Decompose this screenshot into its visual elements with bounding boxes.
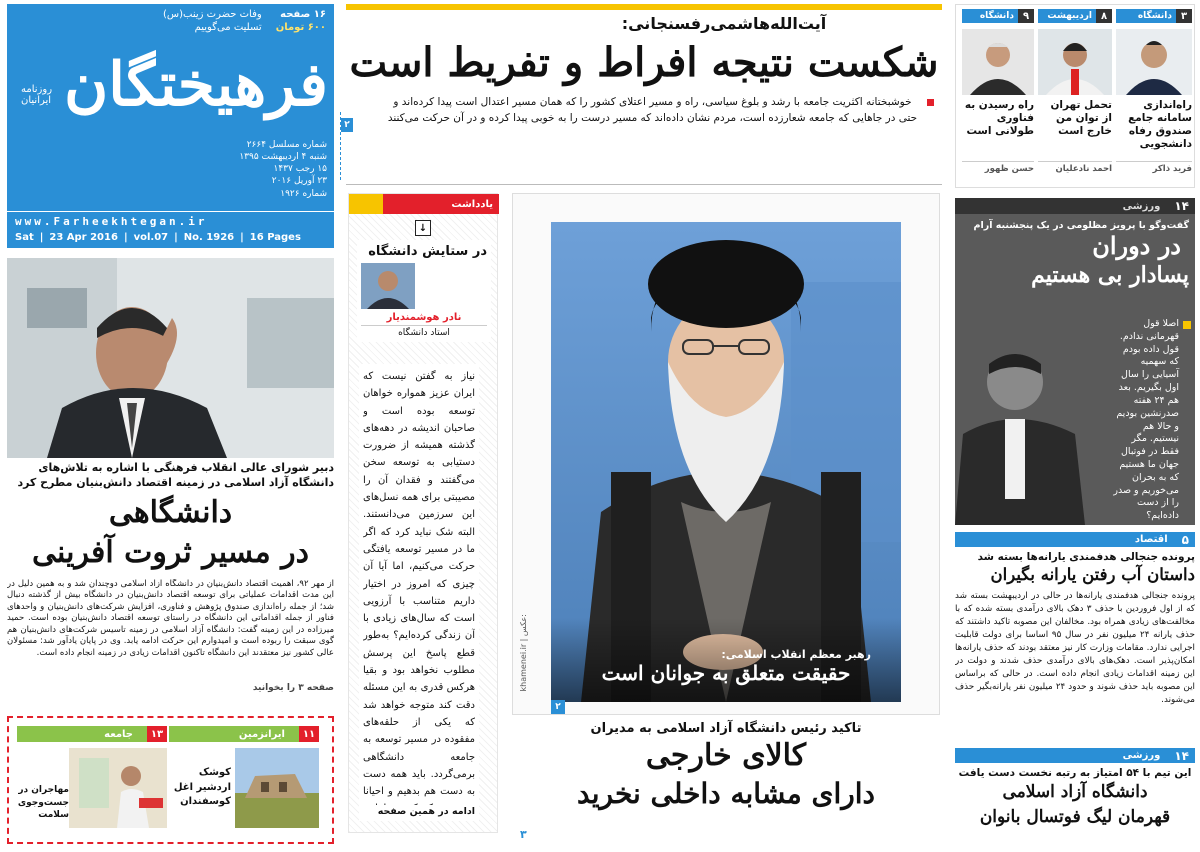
teaser-title: راه رسیدن به فناوری طولانی است [964, 99, 1034, 138]
column-title[interactable]: در ستایش دانشگاه [368, 244, 487, 259]
sport2-num: ۱۴ [1174, 748, 1189, 763]
economy-kicker: پرونده جنجالی هدفمندی یارانه‌ها بسته شد [977, 551, 1195, 563]
center-caption-kicker: رهبر معظم انقلاب اسلامی: [721, 648, 871, 661]
promo-photo-2 [69, 748, 167, 828]
sport2-box[interactable] [955, 748, 1195, 846]
promo-caption-1c: کوسفندان [180, 796, 231, 807]
sport-box[interactable] [955, 198, 1195, 525]
price: ۶۰۰ تومان [275, 22, 326, 33]
teaser-item[interactable] [1038, 9, 1112, 185]
top-page-marker: ۲ [340, 112, 358, 180]
date-hijri: ۱۵ رجب ۱۴۳۷ [273, 164, 327, 175]
issue-date: 23 Apr 2016 [49, 232, 118, 243]
column-label: یادداشت [451, 198, 493, 210]
condolence-line-1: وفات حضرت زینب(س) [163, 9, 262, 20]
sport-quote: اصلا قول قهرمانی ندادم. قول داده بودم که سهمیه آسیایی را سال اول بگیریم. بعد هم ۲۴ هفته صدرنشین بودیم و حالا هم نیستیم. مگر فقط در فوتبال جهان ما هستیم که به بحران می‌خوریم و صدر را از دست داده‌ایم؟ [1113, 318, 1179, 522]
website[interactable]: www.Farheekhtegan.ir [15, 215, 208, 228]
teaser-author: حسن ظهور [962, 161, 1034, 174]
promo-caption-2a: مهاجران در [18, 785, 69, 795]
economy-headline: داستان آب رفتن یارانه بگیران [990, 565, 1195, 584]
lead-headline-1[interactable]: دانشگاهی [108, 494, 233, 530]
top-bar-yellow [346, 4, 942, 10]
promo-box [7, 716, 334, 844]
teaser-author: فرید ذاکر [1116, 161, 1192, 174]
teaser-photo [1116, 29, 1192, 95]
economy-box[interactable] [955, 532, 1195, 738]
download-icon[interactable]: ↓ [415, 220, 431, 236]
teaser-title: تحمل تهران از توان من خارج است [1050, 99, 1112, 138]
lead-body: از مهر ۹۲، اهمیت اقتصاد دانش‌بنیان در دانشگاه آزاد اسلامی دوچندان شد و به همین دلیل در این مدت اقدامات عملیاتی برای توسعه اقتصاد دانش‌بنیان در دانشگاه بیش از گذشته دنبال شد؛ از جمله راه‌اندازی صندوق پژوهش و فناوری، افزایش شرکت‌های دانش‌بنیان و واحدهای فناور از جمله اقداماتی این دانشگاه در راستای توسعه اقتصاد دانش‌بنیان بوده است. حمید میرزاده در این زمینه گفت: دانشگاه آزاد اسلامی در زمینه تاسیس شرکت‌های دانش‌بنیان هم گوی سبقت را ربوده است و امیدوارم این حرکت ادامه یابد. وی در پایان یادآور شد: مسئولان عالی کشور نیز معتقدند این دانشگاه تاکنون اقدامات زیادی در زمینه انجام داده است. [7, 578, 334, 658]
promo-num-2: ۱۳ [147, 726, 167, 742]
newspaper-subtitle: روزنامه ایرانیان [21, 84, 53, 106]
economy-num: ۵ [1181, 532, 1189, 547]
center-photo-frame [512, 193, 940, 715]
date-persian: شنبه ۴ اردیبهشت ۱۳۹۵ [239, 152, 327, 163]
teaser-section: اردیبهشت [1047, 11, 1092, 21]
promo-caption-2b: جست‌وجوی [17, 797, 69, 808]
promo-item-iranzamin[interactable] [169, 726, 319, 838]
date-gregorian: ۲۳ آوریل ۲۰۱۶ [271, 176, 327, 187]
center-bottom-headline-1[interactable]: کالای خارجی [645, 738, 807, 773]
sport2-headline-2: قهرمان لیگ فوتسال بانوان [979, 807, 1171, 827]
top-body: خوشبختانه اکثریت جامعه با رشد و بلوغ سیاسی، راه و مسیر اعتلای کشور را که همان مسیر اعتدال است پیدا کرده‌اند و حتی در جاهایی که جامعه شعارزده است، مردم نشان داده‌اند که مسیر درست را به خوبی پیدا کرده و در آن حرکت می‌کنند [387, 96, 918, 124]
column-author-role: استاد دانشگاه [361, 325, 487, 338]
teaser-num: ۸ [1096, 9, 1112, 23]
sport-num: ۱۴ [1174, 199, 1189, 213]
yellow-quote-marker [1183, 321, 1191, 329]
center-caption[interactable]: حقیقت متعلق به جوانان است [601, 661, 851, 685]
teaser-item[interactable] [1116, 9, 1192, 185]
center-photo-credit: khamenei.ir | عکس: [519, 614, 528, 692]
issue-no: No. 1926 [183, 232, 235, 243]
promo-label-2: جامعه [104, 728, 133, 740]
sport-headline-2: پسادار بی هستیم [1031, 262, 1189, 288]
condolence-line-2: تسلیت می‌گوییم [194, 22, 262, 33]
teaser-author: احمد نادعلیان [1038, 161, 1112, 174]
teaser-num: ۳ [1176, 9, 1192, 23]
top-headline[interactable]: شکست نتیجه افراط و تفریط است [349, 39, 939, 86]
issue-info-bar: Sat | 23 Apr 2016 | vol.07 | No. 1926 | 16 Pages [15, 232, 301, 243]
promo-num-1: ۱۱ [299, 726, 319, 742]
economy-body: پرونده جنجالی هدفمندی یارانه‌ها در حالی در اردیبهشت بسته شد که از اول فروردین با حذف ۳ دهک بالای درآمدی بسته شده که با مخالفت‌های زیادی همراه بود. مخالفان این مصوبه تاکید داشتند که حذف یارانه ۲۴ میلیون نفر در سال ۹۵ اساسا برای دولت قابلیت اجرایی ندارد. مقامات وزارت کار نیز معتقد بودند که حذف یارانه‌ها امکان‌پذیر است. دهک‌های بالای درآمدی حذف شدند و دولت در این زمینه اقدامات زیادی انجام داده است. در حالی که براساس این مصوبه باید حذف شوند و حدود ۲۴ میلیون نفر یارانه‌بگیر حذف می‌شوند. [955, 591, 1195, 706]
red-square-bullet [927, 99, 934, 106]
sport-headline-1: در دوران [1092, 231, 1181, 260]
teaser-photo [962, 29, 1034, 95]
teaser-section: دانشگاه [979, 11, 1014, 21]
column-body: نیاز به گفتن نیست که ایران عزیز همواره خواهان توسعه بوده است و صاحبان اندیشه در دهه‌های گذشته همیشه از ضرورت دستیابی به توسعه سخن می‌گفتند و فقدان آن را مصیبتی برای همه نسل‌های این سرزمین می‌دانستند. البته شک نباید کرد که اگر ما در مسیر توسعه یافتگی حرکت می‌کنیم، اما آیا آن چیزی که امروز در اختیار داریم متناسب با آرزویی است که سال‌های زیادی با آن زندگی کرده‌ایم؟ به‌طور قطع پاسخ این پرسش مطلوب نخواهد بود و بقیا هرکس قدری به این مسئله دقت کند متوجه خواهد شد که یکی از حلقه‌های مفقوده در مسیر توسعه به جامعه دانشگاهی برمی‌گردد. باید همه دست به دست هم بدهیم و احیانا [363, 371, 475, 798]
masthead [7, 4, 334, 248]
logo-text: فرهیختگان [64, 50, 328, 120]
promo-caption-2c: سلامت [38, 810, 69, 821]
promo-caption-1b: اردشیر اغل [173, 781, 231, 793]
teaser-title: راه‌اندازی سامانه جامع صندوق رفاه دانشجویی [1128, 99, 1192, 151]
center-photo[interactable] [551, 222, 901, 702]
sport2-headline-1: دانشگاه آزاد اسلامی [1002, 782, 1148, 802]
promo-item-jameh[interactable] [17, 726, 167, 838]
sport-label: ورزشی [1122, 200, 1161, 212]
teaser-photo [1038, 29, 1112, 95]
issue-day: Sat [15, 232, 34, 243]
sport-kicker: گفت‌وگو با پرویز مظلومی در یک پنجشنبه آرام [973, 220, 1189, 231]
column-author: نادر هوشمندیار [386, 312, 462, 323]
center-bottom-headline-2[interactable]: دارای مشابه داخلی نخرید [577, 777, 875, 810]
issue-number: شماره ۱۹۲۶ [280, 188, 327, 199]
promo-label-1: ایرانزمین [238, 728, 285, 740]
lead-kicker-1: دبیر شورای عالی انقلاب فرهنگی با اشاره به تلاش‌های [38, 461, 334, 474]
lead-kicker-2: دانشگاه آزاد اسلامی در زمینه اقتصاد دانش‌بنیان مطرح کرد [17, 476, 334, 490]
center-bottom-kicker: تاکید رئیس دانشگاه آزاد اسلامی به مدیران [590, 721, 862, 736]
pages-count: ۱۶ صفحه [280, 9, 326, 20]
lead-headline-2[interactable]: در مسیر ثروت آفرینی [32, 534, 309, 570]
promo-photo-1 [235, 748, 319, 828]
economy-label: اقتصاد [1134, 534, 1168, 545]
teaser-num: ۹ [1018, 9, 1034, 23]
center-photo-page: ۲ [551, 700, 565, 714]
author-avatar [361, 263, 415, 309]
lead-jump[interactable]: صفحه ۳ را بخوانید [252, 682, 334, 693]
issue-volume: vol.07 [133, 232, 169, 243]
top-kicker: آیت‌الله‌هاشمی‌رفسنجانی: [621, 14, 827, 33]
column-continued[interactable]: ادامه در همین صفحه [377, 806, 475, 817]
center-bottom-page: ۳ [520, 828, 527, 841]
lead-photo-image [7, 258, 334, 458]
right-top-box [955, 4, 1195, 188]
column-box [348, 193, 498, 833]
promo-caption-1a: کوشک [198, 767, 231, 778]
issue-pages: 16 Pages [249, 232, 301, 243]
sport2-kicker: این تیم با ۵۴ امتیاز به رتبه نخست دست یافت [958, 767, 1192, 779]
serial-number: شماره مسلسل ۲۶۶۴ [246, 140, 327, 150]
sport2-label: ورزشی [1122, 750, 1161, 761]
teaser-item[interactable] [962, 9, 1034, 185]
lead-photo[interactable] [7, 258, 334, 458]
teaser-section: دانشگاه [1137, 11, 1172, 21]
